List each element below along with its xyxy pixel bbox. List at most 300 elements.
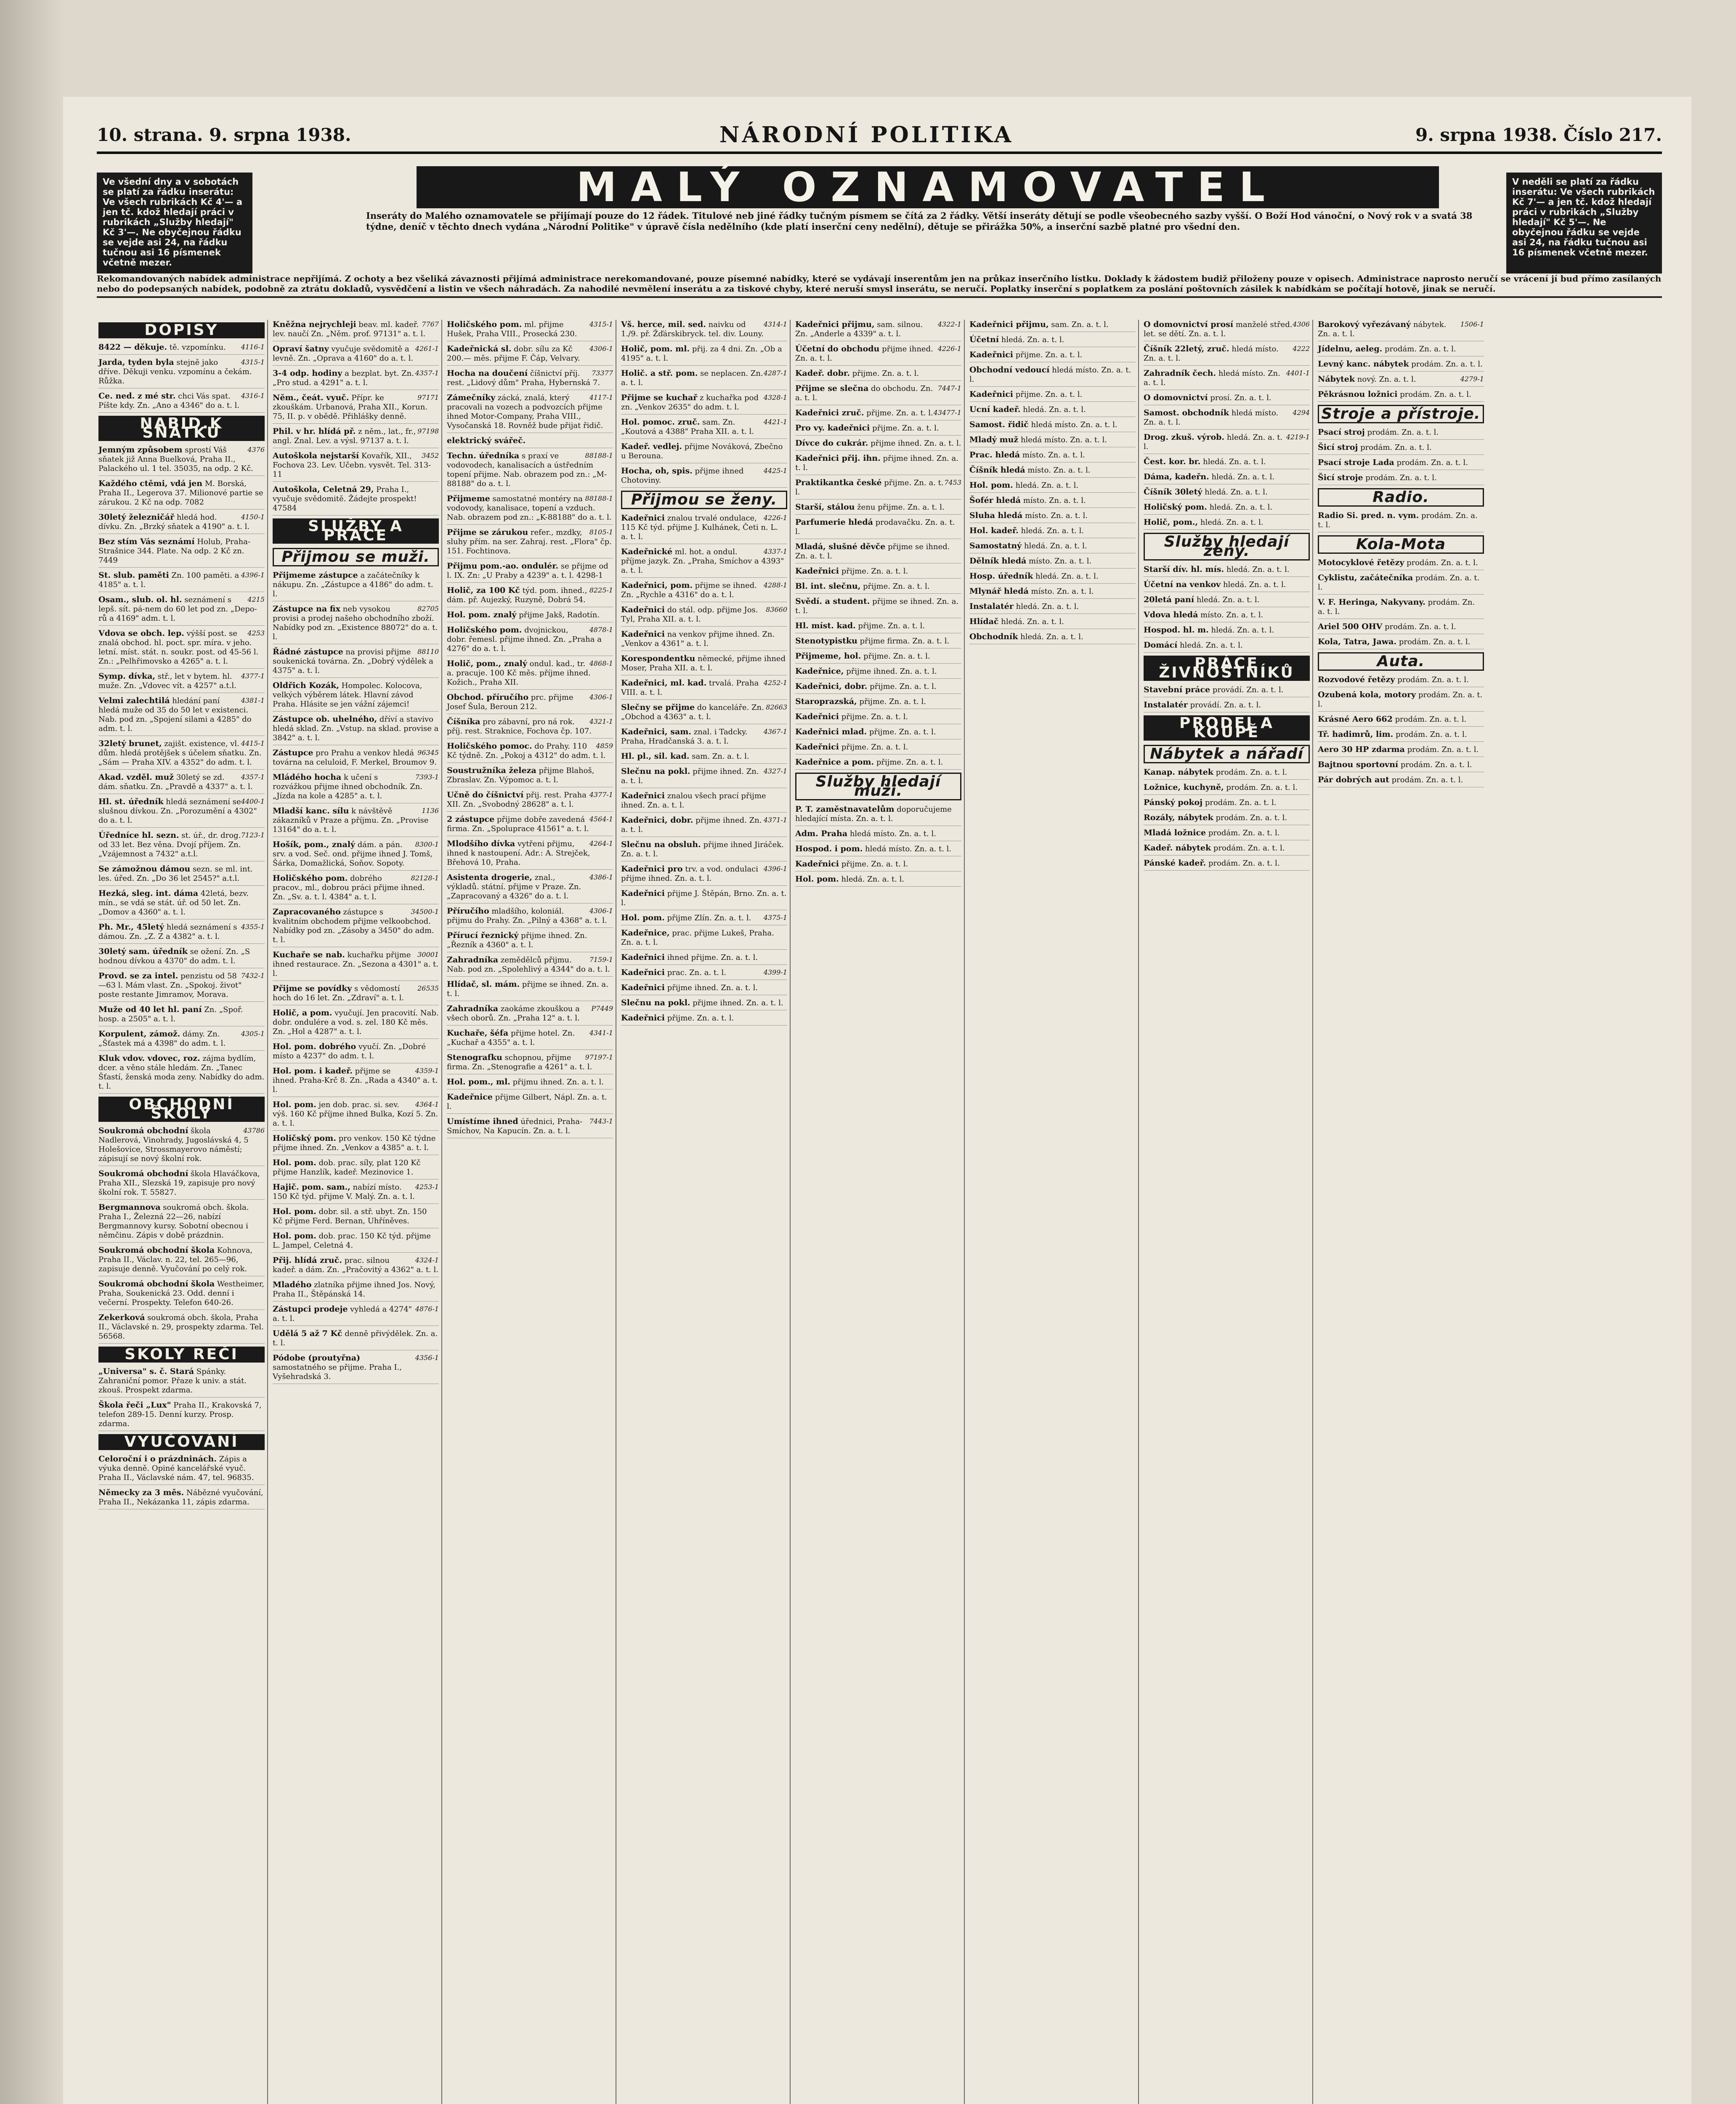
- ad-headline: Kadeřnici: [621, 968, 665, 977]
- classified-ad: [273, 1231, 439, 1253]
- ad-headline: Zahradník čech.: [1144, 369, 1216, 378]
- classified-ad: [969, 526, 1136, 538]
- section-heading: SLUŽBY A PRÁCE: [273, 518, 439, 544]
- ad-text: hledá místo. Zn. a. t. l.: [1031, 420, 1118, 429]
- classified-ad: [1144, 843, 1310, 855]
- ad-number: 4253: [247, 629, 265, 637]
- classified-ad: [1318, 760, 1484, 772]
- classified-ad: [795, 597, 961, 618]
- ad-headline: Holičský pom.: [1144, 502, 1207, 512]
- classified-ad: [447, 451, 613, 491]
- ad-text: pro venkov. 150 Kč týdne přijme ihned. Zn. „Venkov a 4385" a. t. l.: [273, 1134, 436, 1152]
- ad-headline: Udělá 5 až 7 Kč: [273, 1329, 342, 1338]
- classified-ad: [98, 1029, 265, 1051]
- ad-column: [445, 320, 616, 2104]
- ad-headline: Velmi zalechtilá: [98, 696, 170, 705]
- ad-text: přijme ihned. Zn. „Řezník a 4360" a. t. l.: [447, 931, 587, 949]
- classified-ad: [273, 748, 439, 770]
- ad-number: 4396-1: [241, 571, 265, 579]
- ad-text: prodám. Zn. a. t. l.: [1407, 745, 1479, 754]
- ad-text: hledání paní hledá muže od 35 do 50 let v existenci. Nab. pod zn. „Spojení silami a 4285" do adm. t. l.: [98, 696, 252, 733]
- ad-text: prodám. Zn. a. t. l.: [1400, 760, 1472, 769]
- classified-ad: [447, 369, 613, 390]
- classified-ad: [1144, 408, 1310, 430]
- ad-headline: Hezká, sleg. int. dáma: [98, 889, 199, 898]
- ad-text: prodám. Zn. a. t. l.: [1318, 574, 1480, 592]
- classified-ad: [273, 1008, 439, 1039]
- ad-text: prosí. Zn. a. t. l.: [1210, 393, 1271, 402]
- classified-ad: [795, 566, 961, 579]
- ad-text: hledá. Zn. a. t. l.: [1016, 602, 1079, 611]
- classified-ad: [621, 678, 787, 700]
- ad-text: dříví a stavivo hledá sklad. Zn. „Vstup. na sklad. provise a 3842" a. t. l.: [273, 715, 439, 742]
- ad-text: ženu přijme. Zn. a. t. l.: [857, 503, 945, 512]
- ad-text: přijme ihned. Zn. a. t. l.: [871, 439, 961, 448]
- ad-number: 4421-1: [763, 418, 787, 426]
- classified-ad: [447, 839, 613, 870]
- classified-ad: [1144, 344, 1310, 366]
- ad-headline: Hol. pom. i kadeř.: [273, 1066, 353, 1076]
- classified-ad: [447, 344, 613, 366]
- classified-ad: [621, 953, 787, 965]
- classified-ad: [1318, 344, 1484, 356]
- ad-text: zlatníka přijme ihned Jos. Nový, Praha II., Štěpánská 14.: [273, 1280, 435, 1299]
- ad-number: 4226-1: [763, 514, 787, 522]
- classified-ad: [795, 518, 961, 539]
- classified-ad: [621, 417, 787, 439]
- ad-headline: Hol. kadeř.: [969, 526, 1019, 535]
- ad-number: 4355-1: [241, 923, 265, 931]
- ad-text: přijme firma. Zn. a. t. l.: [860, 637, 950, 646]
- classified-ad: [621, 605, 787, 627]
- ad-text: zástupce s kvalitním obchodem přijme velkoobchod. Nabídky pod zn. „Zásoby a 3450" do adm. t. l.: [273, 908, 434, 944]
- ad-number: 7767: [422, 320, 439, 328]
- ad-text: manželé střed. let. se dětí. Zn. a. t. l.: [1144, 320, 1293, 338]
- ad-text: prodám. Zn. a. t. l.: [1400, 390, 1471, 399]
- ad-number: 4878-1: [589, 626, 613, 634]
- ad-text: hledá seznámení se slušnou dívkou. Zn. „Porozumění a 4302" do a. t. l.: [98, 797, 257, 825]
- classified-ad: [1318, 390, 1484, 402]
- classified-ad: [273, 320, 439, 341]
- classified-ad: [795, 805, 961, 826]
- ad-text: hledá. Zn. a. t. l.: [1226, 565, 1290, 574]
- ad-number: 82128-1: [411, 874, 439, 882]
- ad-text: místo. Zn. a. t. l.: [1029, 557, 1092, 566]
- ad-headline: Slečnu na pokl.: [621, 767, 690, 776]
- ad-number: 30001: [417, 951, 439, 959]
- ad-headline: Muže od 40 let hl. paní: [98, 1005, 202, 1014]
- classified-ad: [621, 791, 787, 813]
- ad-headline: Hol. pom.: [273, 1207, 316, 1216]
- classified-ad: [621, 816, 787, 837]
- ad-headline: Phil. v hr. hlídá př.: [273, 427, 356, 436]
- ad-text: přijme se ihned. Zn. „Rychle a 4316" do a. t. l.: [621, 581, 757, 599]
- ad-number: 7432-1: [241, 972, 265, 980]
- classified-ad: [273, 1182, 439, 1204]
- classified-ad: [969, 632, 1136, 644]
- ad-text: do obchodu. Zn. a. t. l.: [795, 384, 933, 402]
- ad-number: 4357-1: [241, 773, 265, 781]
- ad-text: znalou všech prací přijme ihned. Zn. a. t. l.: [621, 792, 766, 810]
- ad-headline: Přijmu pom.-ao. ondulér.: [447, 561, 559, 571]
- ad-text: hledá. Zn. a. t. l.: [1001, 335, 1064, 344]
- ad-text: přijme se ihned. Zn. a. t. l.: [795, 597, 959, 615]
- ad-headline: Pár dobrých aut: [1318, 775, 1389, 784]
- ad-text: do kanceláře. Zn. „Obchod a 4363" a. t. l.: [621, 703, 764, 721]
- ad-headline: Jemným způsobem: [98, 445, 183, 454]
- classified-ad: [1318, 428, 1484, 440]
- ad-text: st. úř., dr. drog. od 33 let. Bez věna. Dvojí příjem. Zn.„Vzájemnost a 7432" a.t.l.: [98, 831, 241, 858]
- ad-number: 4341-1: [589, 1029, 613, 1037]
- ad-text: přijme. Zn. a. t. l.: [863, 582, 930, 591]
- ad-headline: Holič, pom., znalý: [447, 659, 527, 668]
- ad-headline: Čest. kor. br.: [1144, 457, 1201, 466]
- classified-ad: [273, 1042, 439, 1063]
- ad-headline: Korpulent, zámož.: [98, 1029, 181, 1039]
- ad-headline: Soukromá obchodní škola: [98, 1279, 215, 1288]
- ad-text: k návštěvě zákazníků v Praze a příjmu. Zn. „Provise 13164" do a. t. l.: [273, 807, 429, 834]
- ad-number: 43786: [243, 1126, 265, 1134]
- classified-ad: [969, 571, 1136, 584]
- classified-ad: [969, 587, 1136, 599]
- classified-ad: [447, 436, 613, 448]
- ad-text: dám. a pán. srv. a vod. Seč. ond. přijme ihned J. Tomš, Šárka, Domažlická, Soňov. Sopoty.: [273, 840, 433, 868]
- ad-headline: Bl. int. slečnu,: [795, 582, 861, 591]
- classified-ad: [98, 1246, 265, 1276]
- ad-text: Přípr. ke zkouškám. Urbanová, Praha XII., Korun. 75, II. p. v obědě. Přihlášky denně.: [273, 393, 428, 421]
- classified-ad: [273, 1353, 439, 1384]
- ad-text: přijme. Zn. a. t. l.: [795, 478, 944, 497]
- classified-ad: [273, 950, 439, 981]
- ad-headline: Mladá ložnice: [1144, 828, 1206, 837]
- ad-headline: Starší, stálou: [795, 502, 855, 512]
- ad-headline: Hajič. pom. sam.,: [273, 1182, 350, 1192]
- ad-headline: Hlídač, sl. mám.: [447, 980, 520, 989]
- ad-number: 73377: [592, 369, 613, 377]
- ad-headline: Kadeřnici: [621, 513, 665, 523]
- classified-ad: [447, 528, 613, 558]
- ad-number: 4279-1: [1460, 375, 1484, 383]
- ad-text: hledá. Zn. a. t. l.: [1020, 632, 1083, 641]
- ad-text: ml. hot. a ondul. příjme jazyk. Zn. „Praha, Smíchov a 4393" a. t. l.: [621, 547, 784, 575]
- classified-ad: [795, 844, 961, 856]
- ad-text: přijme. Zn. a. t. l.: [841, 860, 908, 869]
- classified-ad: [447, 610, 613, 622]
- ad-text: hledá. Zn. a. t. l.: [1180, 641, 1243, 650]
- ad-headline: Symp. dívka,: [98, 672, 156, 681]
- ad-text: hledá. Zn. a. t. l.: [1203, 457, 1266, 466]
- classified-ad: [795, 651, 961, 664]
- ad-text: Holub, Praha-Strašnice 344. Plate. Na odp. 2 Kč zn. 7449: [98, 537, 251, 565]
- classified-ad: [1144, 798, 1310, 810]
- ad-headline: Holičský pom.: [273, 1134, 336, 1143]
- ad-headline: Soukromá obchodní: [98, 1126, 188, 1135]
- ad-number: 7123-1: [241, 831, 265, 839]
- classified-ad: [969, 481, 1136, 493]
- ad-text: 30letý se zd. dám. sňatku. Zn. „Pravdě a 4337" a. t. l.: [98, 773, 253, 791]
- ad-text: dobr. sil. a stř. ubyt. Zn. 150 Kč přijme Ferd. Bernan, Uhříněves.: [273, 1207, 427, 1225]
- ad-headline: Hol. pom. znalý: [447, 610, 517, 619]
- ad-headline: Kadeřnici: [621, 983, 665, 992]
- ad-text: do Prahy. 110 Kč týdně. Zn. „Pokoj a 4312" do adm. t. l.: [447, 742, 606, 760]
- ad-text: a bezplat. byt. Zn. „Pro stud. a 4291" a. t. l.: [273, 369, 414, 387]
- classified-ad: [273, 1256, 439, 1277]
- classified-ad: [273, 1158, 439, 1180]
- section-heading: Přijmou se muži.: [273, 548, 439, 566]
- ad-text: samostatného se přijme. Praha I., Vyšehradská 3.: [273, 1363, 402, 1381]
- section-banner: MALÝ OZNAMOVATEL: [417, 166, 1439, 208]
- ad-headline: Kadeřnici: [621, 791, 665, 800]
- classified-ad: [1318, 359, 1484, 372]
- classified-ad: [447, 906, 613, 928]
- classified-ad: [969, 556, 1136, 569]
- ad-number: 3452: [422, 452, 439, 460]
- ad-text: hledá místo. Zn. a. t. l.: [1020, 436, 1107, 444]
- ad-headline: Hol. pomoc. zruč.: [621, 417, 700, 427]
- ad-headline: Dělník hledá: [969, 556, 1027, 566]
- ad-text: nový. Zn. a. t. l.: [1357, 375, 1416, 384]
- classified-ad: [447, 586, 613, 607]
- ad-number: 4321-1: [589, 717, 613, 725]
- classified-ad: [98, 864, 265, 886]
- classified-ad: [447, 931, 613, 952]
- pricing-terms: Inseráty do Malého oznamovatele se přijímají pouze do 12 řádek. Titulové neb jiné řádky tučným písmem se čítá za 2 řádky. Větší inseráty dětují se podle všeobecného sazby vyšší. O Boží Hod vánoční, o Nový rok v a svatá 38 týdne, deníč v těchto dnech vydána „Národní Politike" v úpravě čísla nedělního (kde platí inserční ceny nedělní), dětuje se přirážka 50%, a inserční sazbě platné pro všední den.: [366, 210, 1473, 232]
- ad-text: Kovařík, XII., Fochova 23. Lev. Učebn. vysvět. Tel. 313-11: [273, 452, 431, 479]
- classified-ad: [1144, 565, 1310, 577]
- ad-column: [1142, 320, 1313, 2104]
- ad-headline: Domácí: [1144, 640, 1178, 650]
- ad-headline: Přijmeme, hol.: [795, 651, 861, 661]
- ad-headline: Psací stroj: [1318, 428, 1365, 437]
- ad-number: 4306-1: [589, 693, 613, 701]
- ad-text: hledá místo. Zn. a. t. l.: [1144, 409, 1279, 427]
- price-notice-weekday: Ve všední dny a v sobotách se platí za řádku inserátu: Ve všech rubrikách Kč 4'— a jen tč. kdož hledají práci v rubrikách „Služby hledají" Kč 3'—. Ne obyčejnou řádku se vejde asi 24, na řádku tučnou asi 16 písmenek včetně mezer.: [97, 173, 252, 274]
- ad-headline: Hol. pom. dobrého: [273, 1042, 356, 1051]
- ad-number: 4294: [1293, 409, 1310, 417]
- ad-number: 4868-1: [589, 659, 613, 667]
- classified-ad: [795, 454, 961, 475]
- ad-text: tě. vzpomínku.: [169, 343, 226, 352]
- classified-ad: [98, 537, 265, 568]
- classified-ad: [795, 582, 961, 594]
- classified-ad: [98, 479, 265, 510]
- ad-number: 83660: [766, 606, 787, 614]
- ad-headline: Kadeřnici, sam.: [621, 727, 691, 736]
- classified-ad: [1144, 502, 1310, 515]
- ad-number: 4367-1: [763, 728, 787, 736]
- ad-text: přijme. Zn. a. t. l.: [866, 409, 933, 417]
- ad-headline: Hlídač: [969, 617, 999, 626]
- classified-ad: [621, 466, 787, 488]
- ad-headline: Zahradníka: [447, 955, 499, 964]
- classified-ad: [1144, 393, 1310, 405]
- classified-ad: [1144, 768, 1310, 780]
- ad-headline: Stenotypistku: [795, 636, 857, 646]
- classified-ad: [1144, 433, 1310, 454]
- classified-ad: [98, 739, 265, 770]
- ad-headline: Kadeřnici: [795, 712, 839, 721]
- classified-ad: [1144, 640, 1310, 653]
- ad-headline: Drog. zkuš. výrob.: [1144, 433, 1225, 442]
- ad-headline: Pěkrásnou ložnici: [1318, 390, 1398, 399]
- classified-ad: [795, 542, 961, 563]
- ad-text: přijme. Zn. a. t. l.: [859, 697, 926, 706]
- classified-ad: [98, 1203, 265, 1243]
- ad-headline: Levný kanc. nábytek: [1318, 359, 1409, 369]
- classified-ad: [273, 571, 439, 601]
- classified-ad: [1144, 828, 1310, 840]
- ad-number: 4425-1: [763, 467, 787, 475]
- ad-headline: Hocha na doučení: [447, 369, 528, 378]
- classified-ad: [273, 1066, 439, 1097]
- classified-ad: [1144, 813, 1310, 825]
- ad-headline: Mlodšího dívka: [447, 839, 515, 848]
- ad-headline: Dívce do cukrár.: [795, 438, 868, 448]
- ad-text: vyhledá a 4274" a. t. l.: [273, 1305, 412, 1323]
- ad-number: 4381-1: [241, 696, 265, 704]
- ad-number: 4150-1: [241, 513, 265, 521]
- ad-text: prodám. Zn. a. t. l.: [1226, 783, 1298, 792]
- ad-headline: Holičského pom.: [447, 625, 522, 635]
- classified-ad: [447, 741, 613, 763]
- classified-ad: [98, 1005, 265, 1026]
- ad-text: přijme J. Štěpán, Brno. Zn. a. t. l.: [621, 889, 787, 907]
- ad-headline: Zástupci prodeje: [273, 1304, 348, 1314]
- ad-headline: Soustružníka železa: [447, 766, 536, 775]
- ad-headline: Holičského pom.: [447, 320, 522, 329]
- ad-text: vyučují. Jen pracovití. Nab. dobr. ondulére a vod. s. zel. 180 Kč měs. Zn. „Hol a 4287" a. t. l.: [273, 1009, 439, 1036]
- ad-headline: Příručího: [447, 906, 489, 916]
- ad-headline: Úředníce hl. sezn.: [98, 831, 179, 840]
- ad-text: znalou trvalé ondulace, 115 Kč týd. přijme J. Kulhánek, Četi n. L. a. t. l.: [621, 514, 778, 541]
- page-shadow: [0, 0, 63, 2104]
- classified-ad: [1318, 622, 1484, 634]
- ad-number: 88188-1: [585, 494, 613, 502]
- ad-number: 4306: [1293, 320, 1310, 328]
- ad-headline: Se zámožnou dámou: [98, 864, 191, 874]
- ad-text: chci Vás spat. Píšte kdy. Zn. „Ano a 4346" do a. t. l.: [98, 392, 240, 410]
- ad-number: 4337-1: [763, 547, 787, 555]
- classified-ad: [795, 369, 961, 381]
- classified-ad: [273, 485, 439, 515]
- ad-headline: Vdova hledá: [1144, 610, 1198, 619]
- ad-number: 4328-1: [763, 393, 787, 401]
- masthead: NÁRODNÍ POLITIKA: [719, 122, 1014, 148]
- ad-text: prodám. Zn. a. t. l.: [1360, 443, 1432, 452]
- ad-headline: Řádné zástupce: [273, 647, 343, 656]
- ad-text: sezn. se ml. int. les. úřed. Zn. „Do 36 let 2545?" a.t.l.: [98, 865, 253, 883]
- classified-ad: [98, 1400, 265, 1431]
- ad-number: 82705: [417, 605, 439, 613]
- ad-headline: Mladá, slušné děvče: [795, 542, 886, 551]
- ad-headline: Autoškola, Celetná 29,: [273, 485, 374, 494]
- ad-number: 4117-1: [589, 393, 613, 401]
- ad-headline: Akad. vzděl. muž: [98, 773, 174, 782]
- ad-text: prc. přijme Josef Šula, Beroun 212.: [447, 693, 573, 711]
- ad-text: přijme ihned. Zn. a. t. l.: [795, 345, 933, 363]
- ad-text: přijme ihned. Zn. a. t. l.: [795, 454, 958, 472]
- classified-ad: [98, 889, 265, 919]
- ad-number: 4219-1: [1286, 433, 1310, 441]
- classified-ad: [795, 712, 961, 724]
- ad-headline: Samost. řidič: [969, 420, 1029, 429]
- ad-text: nabízí místo. 150 Kč týd. přijme V. Malý. Zn. a. t. l.: [273, 1183, 415, 1201]
- ad-number: 34500-1: [411, 908, 439, 916]
- classified-ad: [447, 873, 613, 903]
- ad-headline: „Universa" s. č. Stará: [98, 1367, 194, 1376]
- ad-headline: Vš. herce, mil. sed.: [621, 320, 706, 329]
- ad-headline: Instalatér: [969, 602, 1014, 611]
- ad-headline: Kadeřnici zruč.: [795, 408, 864, 417]
- ad-headline: Barokový vyřezávaný: [1318, 320, 1411, 329]
- ad-text: denně přivýdělek. Zn. a. t. l.: [273, 1329, 438, 1347]
- ad-headline: 3-4 odp. hodiny: [273, 369, 342, 378]
- ad-text: pro zábavní, pro ná rok. příj. rest. Straknice, Fochova čp. 107.: [447, 717, 592, 736]
- ad-text: vytřeni přijmu, ihned k nastoupení. Adr.: A. Strejček, Břehová 10, Praha.: [447, 839, 590, 867]
- section-heading: SKOLY REČI: [98, 1347, 265, 1363]
- ad-headline: Šicí stroje: [1318, 473, 1363, 482]
- section-heading: Radio.: [1318, 488, 1484, 507]
- ad-headline: Hol. pom., ml.: [447, 1077, 510, 1087]
- ad-text: Praha II., Krakovská 7, telefon 289-15. Denní kurzy. Prosp. zdarma.: [98, 1401, 262, 1428]
- ad-column: [794, 320, 965, 2104]
- ad-headline: Kadeřnici: [621, 605, 665, 614]
- ad-text: hledá. Zn. a. t. l.: [1196, 595, 1260, 604]
- ad-text: M. Borská, Praha II., Legerova 37. Milionové partie se zárukou. 2 Kč na odp. 7082: [98, 479, 263, 507]
- ad-number: 4327-1: [763, 767, 787, 775]
- ad-headline: Hol. pom.: [621, 913, 665, 922]
- section-heading: Přijmou se ženy.: [621, 491, 787, 509]
- ad-headline: Šicí stroj: [1318, 443, 1358, 452]
- ad-headline: Hocha, oh, spis.: [621, 466, 693, 476]
- classified-ad: [447, 980, 613, 1001]
- page-header: [97, 122, 1662, 154]
- ad-text: prodám. Zn. a. t. l.: [1399, 638, 1471, 646]
- ad-headline: Kanap. nábytek: [1144, 768, 1213, 777]
- classified-ad: [969, 465, 1136, 478]
- classified-ad: [447, 1053, 613, 1074]
- classified-ad: [273, 604, 439, 644]
- classified-ad: [621, 864, 787, 886]
- classified-ad: [621, 928, 787, 950]
- ad-headline: Hl. pl., sil. kad.: [621, 752, 690, 761]
- ad-headline: Cyklistu, začátečníka: [1318, 573, 1413, 582]
- ad-headline: O domovnictví: [1144, 393, 1208, 402]
- classified-ad: [98, 922, 265, 944]
- ad-text: zájma bydlím, dcer. a věno stále hledám. Zn. „Tanec Šťastí, ženská moda zeny. Nabídky do adm. t. l.: [98, 1054, 265, 1091]
- classified-ad: [273, 840, 439, 871]
- ad-text: provádí. Zn. a. t. l.: [1212, 685, 1284, 694]
- classified-ad: [1144, 487, 1310, 499]
- price-notice-sunday: V neděli se platí za řádku inserátu: Ve všech rubrikách Kč 7'— a jen tč. kdož hledají práci v rubrikách „Služby hledají" Kč 5'—. Ne obyčejnou řádku se vejde asi 24, na řádku tučnou asi 16 písmenek včetně mezer.: [1506, 173, 1662, 274]
- ad-headline: Obchodní vedoucí: [969, 365, 1050, 375]
- classified-ad: [98, 445, 265, 476]
- ad-number: 8225-1: [589, 586, 613, 594]
- ad-text: místo. Zn. a. t. l.: [1025, 511, 1088, 520]
- classified-ad: [98, 1454, 265, 1485]
- classified-ad: [795, 423, 961, 436]
- ad-headline: Kadeřnice a pom.: [795, 757, 874, 767]
- ad-text: beav. ml. kadeř. lev. naučí Zn. „Něm. prof. 97131" a. t. l.: [273, 320, 426, 338]
- ad-headline: Pánský pokoj: [1144, 798, 1203, 807]
- ad-text: k učení s rozvážkou přijme ihned obchodník. Zn. „Jízda na kole a 4285" a. t. l.: [273, 773, 423, 800]
- section-heading: NABID.K SŇATKU: [98, 416, 265, 441]
- ad-number: 4264-1: [589, 839, 613, 847]
- ad-number: 4306-1: [589, 345, 613, 353]
- classified-ad: [969, 602, 1136, 614]
- ad-text: škola Nadlerová, Vinohrady, Jugoslávská 4, 5 Holešovice, Strossmayerovo náměstí; zápisují se nový školní rok.: [98, 1126, 249, 1163]
- ad-headline: Hospod. hl. m.: [1144, 625, 1209, 635]
